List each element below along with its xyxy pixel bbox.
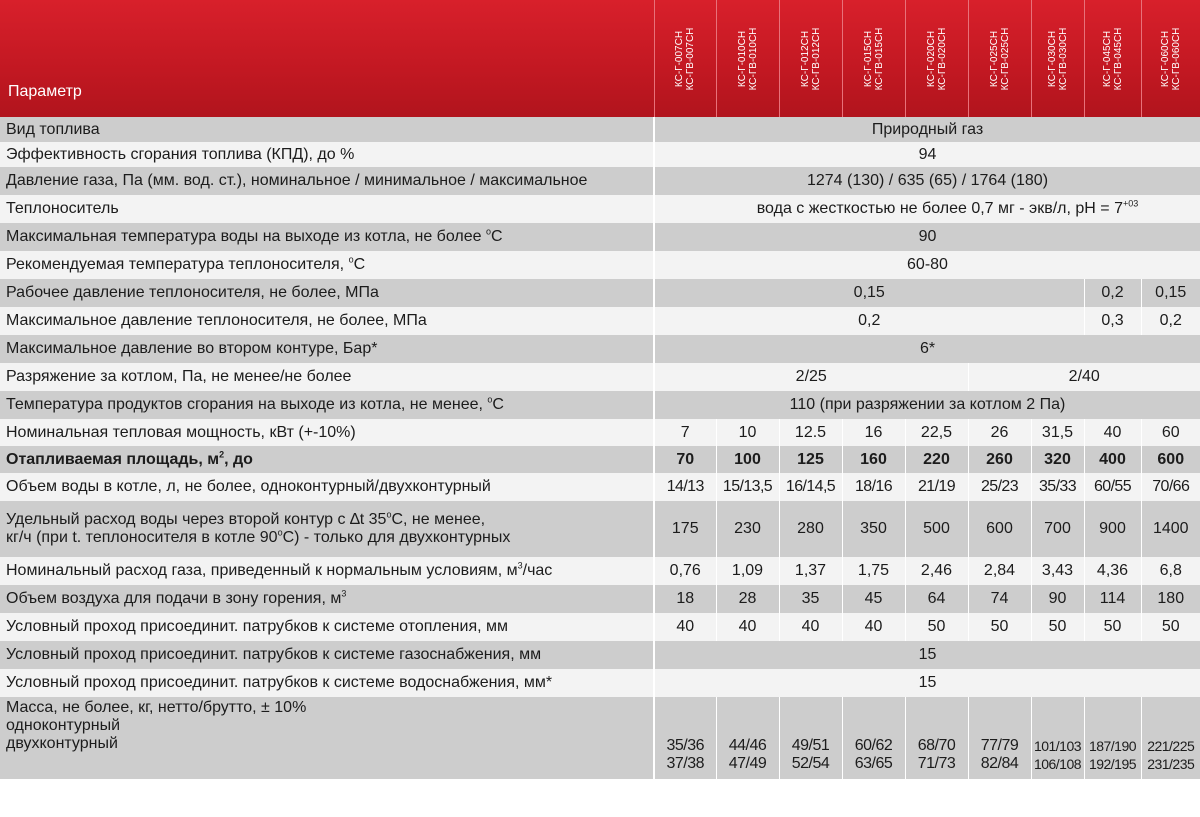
row-label: Условный проход присоединит. патрубков к системе газоснабжения, мм — [0, 641, 654, 669]
row-cell: 60 — [1141, 419, 1200, 446]
row-flue-temp — [0, 391, 1200, 419]
row-cell: 64 — [905, 585, 968, 613]
row-cell: 44/46 47/49 — [716, 697, 779, 779]
row-label: Масса, не более, кг, нетто/брутто, ± 10% одноконтурный двухконтурный — [0, 697, 654, 779]
parameter-header: Параметр — [0, 0, 654, 117]
row-value-a: 2/25 — [654, 363, 968, 391]
row-value: вода с жесткостью не более 0,7 мг - экв/л, рН = $7^{+03}$ — [654, 195, 1200, 223]
row-cell: 18 — [654, 585, 716, 613]
row-cell: 35/33 — [1031, 473, 1084, 501]
row-value-c: 0,15 — [1141, 279, 1200, 307]
row-cell: 22,5 — [905, 419, 968, 446]
model-header-6: КС-Г-025СН КС-ГВ-025СН — [968, 0, 1031, 117]
row-cell: 74 — [968, 585, 1031, 613]
row-cell: 1400 — [1141, 501, 1200, 557]
row-cell: 600 — [968, 501, 1031, 557]
row-cell: 40 — [779, 613, 842, 641]
row-label: Максимальное давление теплоносителя, не более, МПа — [0, 307, 654, 335]
row-cell: 90 — [1031, 585, 1084, 613]
row-cell: 49/51 52/54 — [779, 697, 842, 779]
row-cell: 40 — [842, 613, 905, 641]
row-cell: 21/19 — [905, 473, 968, 501]
row-rec-temp — [0, 251, 1200, 279]
row-cell: 114 — [1084, 585, 1141, 613]
model-header-9: КС-Г-060СН КС-ГВ-060СН — [1141, 0, 1200, 117]
row-cell: 350 — [842, 501, 905, 557]
row-cell: 1,09 — [716, 557, 779, 585]
row-cell: 77/79 82/84 — [968, 697, 1031, 779]
row-value-a: 0,2 — [654, 307, 1084, 335]
row-cell: 2,46 — [905, 557, 968, 585]
row-cell: 175 — [654, 501, 716, 557]
row-label: Номинальная тепловая мощность, кВт (+-10%) — [0, 419, 654, 446]
row-label: Разряжение за котлом, Па, не менее/не более — [0, 363, 654, 391]
row-gas-pipe — [0, 641, 1200, 669]
row-value: 1274 (130) / 635 (65) / 1764 (180) — [654, 167, 1200, 195]
row-area — [0, 446, 1200, 473]
row-cell: 10 — [716, 419, 779, 446]
row-cell: 101/103 106/108 — [1031, 697, 1084, 779]
row-cell: 1,37 — [779, 557, 842, 585]
row-cell: 180 — [1141, 585, 1200, 613]
row-work-pressure — [0, 279, 1200, 307]
model-header-4: КС-Г-015СН КС-ГВ-015СН — [842, 0, 905, 117]
row-label: Максимальное давление во втором контуре, Бар* — [0, 335, 654, 363]
row-cell: 40 — [1084, 419, 1141, 446]
row-label: Удельный расход воды через второй контур с ∆t $35^оС$, не менее, кг/ч (при t. теплоносителя в котле $90^оС$) - только для двухконтурных — [0, 501, 654, 557]
row-gas-flow — [0, 557, 1200, 585]
row-label: Теплоноситель — [0, 195, 654, 223]
row-cell: 187/190 192/195 — [1084, 697, 1141, 779]
row-cell: 16/14,5 — [779, 473, 842, 501]
row-cell: 280 — [779, 501, 842, 557]
row-water-pipe — [0, 669, 1200, 697]
row-value: 6* — [654, 335, 1200, 363]
row-cell: 31,5 — [1031, 419, 1084, 446]
row-cell: 160 — [842, 446, 905, 473]
row-cell: 320 — [1031, 446, 1084, 473]
row-cell: 2,84 — [968, 557, 1031, 585]
row-cell: 35/36 37/38 — [654, 697, 716, 779]
row-cell: 7 — [654, 419, 716, 446]
row-value-a: 0,15 — [654, 279, 1084, 307]
row-label: Условный проход присоединит. патрубков к системе водоснабжения, мм* — [0, 669, 654, 697]
row-cell: 45 — [842, 585, 905, 613]
row-air-volume — [0, 585, 1200, 613]
row-label: Отапливаемая площадь, $м^2$, до — [0, 446, 654, 473]
row-cell: 3,43 — [1031, 557, 1084, 585]
row-label: Давление газа, Па (мм. вод. ст.), номинальное / минимальное / максимальное — [0, 167, 654, 195]
row-label: Температура продуктов сгорания на выходе из котла, не менее, $^о$С — [0, 391, 654, 419]
row-cell: 68/70 71/73 — [905, 697, 968, 779]
row-cell: 70/66 — [1141, 473, 1200, 501]
row-cell: 1,75 — [842, 557, 905, 585]
model-header-7: КС-Г-030СН КС-ГВ-030СН — [1031, 0, 1084, 117]
row-label: Рекомендуемая температура теплоносителя, $^о$С — [0, 251, 654, 279]
row-label: Объем воздуха для подачи в зону горения, $м^3$ — [0, 585, 654, 613]
row-cell: 60/55 — [1084, 473, 1141, 501]
row-flow — [0, 501, 1200, 557]
row-mass — [0, 697, 1200, 779]
row-cell: 25/23 — [968, 473, 1031, 501]
row-efficiency — [0, 142, 1200, 167]
row-cell: 900 — [1084, 501, 1141, 557]
row-label: Номинальный расход газа, приведенный к нормальным условиям, $м^3$/час — [0, 557, 654, 585]
row-cell: 50 — [1084, 613, 1141, 641]
row-cell: 125 — [779, 446, 842, 473]
row-fuel — [0, 117, 1200, 142]
row-cell: 50 — [905, 613, 968, 641]
row-heating-pipe — [0, 613, 1200, 641]
row-value: 94 — [654, 142, 1200, 167]
row-value-b: 0,2 — [1084, 279, 1141, 307]
row-cell: 18/16 — [842, 473, 905, 501]
row-cell: 40 — [716, 613, 779, 641]
row-cell: 28 — [716, 585, 779, 613]
row-draft — [0, 363, 1200, 391]
row-cell: 230 — [716, 501, 779, 557]
row-value: 90 — [654, 223, 1200, 251]
row-coolant — [0, 195, 1200, 223]
row-cell: 221/225 231/235 — [1141, 697, 1200, 779]
row-cell: 12.5 — [779, 419, 842, 446]
row-cell: 400 — [1084, 446, 1141, 473]
row-cell: 50 — [968, 613, 1031, 641]
row-value-b: 2/40 — [968, 363, 1200, 391]
row-max-pressure — [0, 307, 1200, 335]
row-water-volume — [0, 473, 1200, 501]
row-label: Вид топлива — [0, 117, 654, 142]
row-cell: 70 — [654, 446, 716, 473]
row-label: Максимальная температура воды на выходе из котла, не более $^о$С — [0, 223, 654, 251]
row-value: 60-80 — [654, 251, 1200, 279]
model-header-5: КС-Г-020СН КС-ГВ-020СН — [905, 0, 968, 117]
model-header-3: КС-Г-012СН КС-ГВ-012СН — [779, 0, 842, 117]
row-cell: 100 — [716, 446, 779, 473]
row-label: Эффективность сгорания топлива (КПД), до % — [0, 142, 654, 167]
row-max-temp — [0, 223, 1200, 251]
row-cell: 700 — [1031, 501, 1084, 557]
model-header-8: КС-Г-045СН КС-ГВ-045СН — [1084, 0, 1141, 117]
row-cell: 50 — [1141, 613, 1200, 641]
row-second-circuit — [0, 335, 1200, 363]
row-power — [0, 419, 1200, 446]
header-row — [0, 0, 1200, 117]
row-cell: 500 — [905, 501, 968, 557]
row-cell: 4,36 — [1084, 557, 1141, 585]
model-header-1: КС-Г-007СН КС-ГВ-007СН — [654, 0, 716, 117]
row-cell: 26 — [968, 419, 1031, 446]
row-cell: 14/13 — [654, 473, 716, 501]
row-cell: 16 — [842, 419, 905, 446]
row-cell: 260 — [968, 446, 1031, 473]
row-label: Условный проход присоединит. патрубков к системе отопления, мм — [0, 613, 654, 641]
row-cell: 6,8 — [1141, 557, 1200, 585]
row-cell: 600 — [1141, 446, 1200, 473]
row-value: 15 — [654, 641, 1200, 669]
row-value-c: 0,2 — [1141, 307, 1200, 335]
row-cell: 15/13,5 — [716, 473, 779, 501]
row-value-b: 0,3 — [1084, 307, 1141, 335]
row-cell: 50 — [1031, 613, 1084, 641]
row-gas-pressure — [0, 167, 1200, 195]
row-value: 110 (при разряжении за котлом 2 Па) — [654, 391, 1200, 419]
row-label: Объем воды в котле, л, не более, одноконтурный/двухконтурный — [0, 473, 654, 501]
row-cell: 40 — [654, 613, 716, 641]
row-label: Рабочее давление теплоносителя, не более, МПа — [0, 279, 654, 307]
row-value: 15 — [654, 669, 1200, 697]
row-cell: 220 — [905, 446, 968, 473]
row-value: Природный газ — [654, 117, 1200, 142]
model-header-2: КС-Г-010СН КС-ГВ-010СН — [716, 0, 779, 117]
row-cell: 0,76 — [654, 557, 716, 585]
row-cell: 35 — [779, 585, 842, 613]
row-cell: 60/62 63/65 — [842, 697, 905, 779]
